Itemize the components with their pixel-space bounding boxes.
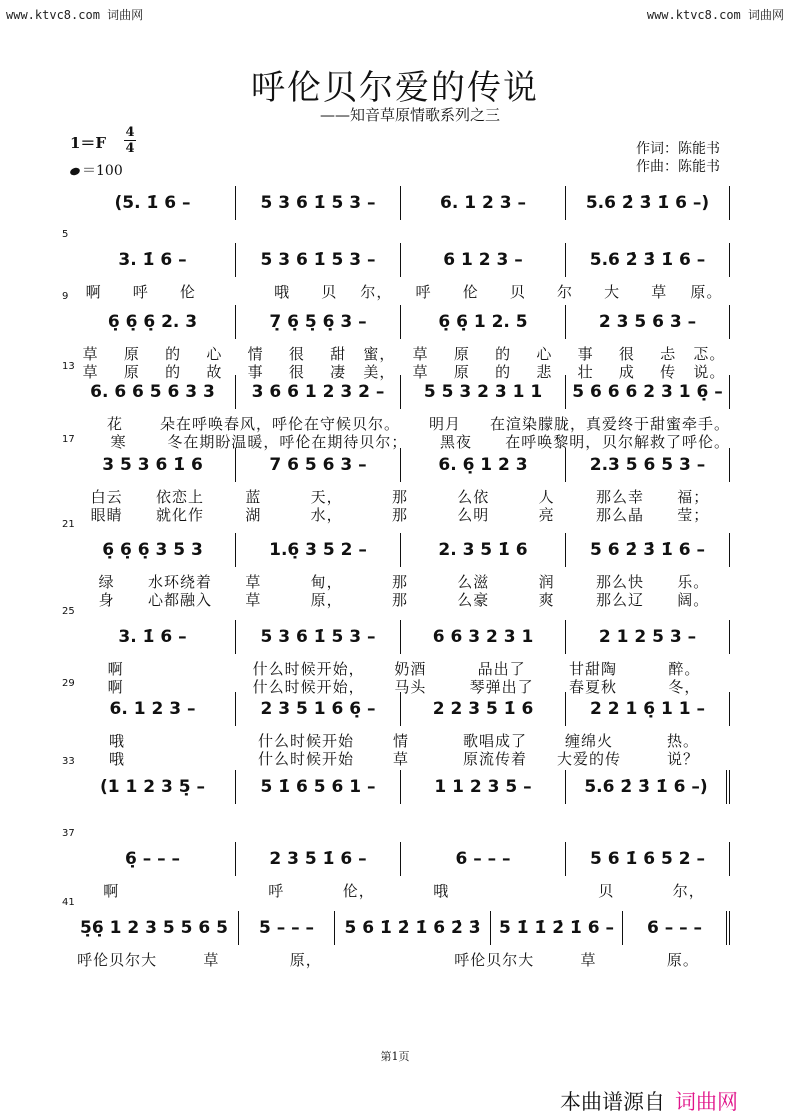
lyric-word: 那么幸 [595, 488, 644, 506]
lyric-word: 那么辽 [595, 591, 644, 609]
lyric-word: 贝 [321, 283, 338, 301]
lyric-word: 草 [651, 283, 668, 301]
lyric-word: 事 [247, 363, 264, 381]
lyric-word: 尔 [556, 283, 573, 301]
lyric-word: 蓝 [245, 488, 262, 506]
staff-system [70, 842, 730, 876]
lyric-word: 眼睛 [90, 506, 123, 524]
lyric-word: 哦 [108, 750, 125, 768]
lyric-word: 很 [288, 363, 305, 381]
measure-number: 33 [62, 756, 75, 767]
lyric-word: 啊 [103, 882, 120, 900]
lyric-word: 亮 [538, 506, 555, 524]
lyric-word: 大 [604, 283, 621, 301]
lyric-word: 歌唱成了 [463, 732, 528, 750]
song-title: 呼伦贝尔爱的传说 [251, 68, 539, 108]
lyric-word: 的 [165, 345, 182, 363]
lyric-word [353, 949, 447, 970]
lyric-word: 原， [289, 951, 322, 969]
lyric-word: 什么时候开始 [258, 750, 355, 768]
lyric-word: 什么时候开始， [252, 678, 365, 696]
measure: 5 – – – [238, 911, 334, 945]
lyric-word: 那 [391, 506, 408, 524]
measure-number: 37 [62, 828, 75, 839]
measure: 5 6 6 6 2 3 1 6̣ – [565, 375, 730, 409]
lyric-word: 草 [82, 363, 99, 381]
measure-number: 17 [62, 434, 75, 445]
lyric-word: 草 [245, 573, 262, 591]
lyric-word: 福； [677, 488, 710, 506]
lyric-word: 的 [495, 363, 512, 381]
lyric-word: 原， [310, 591, 343, 609]
lyric-word: 什么时候开始 [258, 732, 355, 750]
lyric-line [70, 949, 730, 970]
measure: 1.6̣ 3 5 2 – [235, 533, 400, 567]
lyric-word: 美， [363, 363, 396, 381]
staff-system [70, 375, 730, 409]
lyric-word: 春夏秋 [568, 678, 617, 696]
key-signature: 1＝F [70, 134, 107, 152]
lyric-word [483, 880, 566, 901]
measure: 6̣ 6̣ 6̣ 3 5 3 [102, 540, 203, 560]
lyric-word: 甜 [330, 345, 347, 363]
lyric-line [70, 589, 730, 610]
measure: 5 3 6 1̇ 5 3 – [235, 243, 400, 277]
measure: 5 1̇ 1̇ 2̇ 1̇ 6 – [490, 911, 622, 945]
lyric-word: 醉。 [668, 660, 701, 678]
lyric-word: 那 [391, 488, 408, 506]
meter-bottom: 4 [125, 141, 135, 156]
lyric-word: 么滋 [457, 573, 490, 591]
lyric-word: 呼伦在期待贝尔； [279, 433, 408, 451]
lyric-word: 黑夜 [439, 433, 472, 451]
lyric-word: 忐 [660, 345, 677, 363]
measure-number: 9 [62, 291, 69, 302]
lyric-word: 那 [391, 573, 408, 591]
lyric-word: 琴弹出了 [469, 678, 534, 696]
measure: 6 1 2 3 – [400, 243, 565, 277]
measure: 5 5 3 2 3 1 1 [400, 375, 565, 409]
staff-system [70, 692, 730, 726]
lyric-word: 呼 [132, 283, 149, 301]
measure: 5 3 6 1̇ 5 3 – [235, 186, 400, 220]
lyric-word: 明月 [428, 415, 461, 433]
lyric-word: 草 [82, 345, 99, 363]
lyric-word: 天， [310, 488, 343, 506]
measure: 2 2 3 5 1̇ 6 [400, 692, 565, 726]
measure: 2. 3 5 1̇ 6 [400, 533, 565, 567]
lyric-word: 冬， [668, 678, 701, 696]
source-footer [560, 1086, 738, 1116]
lyric-word: 那么快 [595, 573, 644, 591]
lyric-word: 忑。 [693, 345, 726, 363]
measure: 6. 6 6 5 6 3 3 [90, 382, 215, 402]
lyric-word: 传 [660, 363, 677, 381]
lyric-word: 哦 [433, 882, 450, 900]
lyric-word: 甸， [310, 573, 343, 591]
staff-system [70, 186, 730, 220]
measure: 2 2 1 6̣ 1 1 – [565, 692, 730, 726]
lyric-word: 那 [391, 591, 408, 609]
lyric-word: 呼 [415, 283, 432, 301]
lyric-word: 水环绕着 [147, 573, 212, 591]
lyric-word: 原 [123, 345, 140, 363]
lyric-word: 草 [245, 591, 262, 609]
lyric-word: 在呼唤黎明， [505, 433, 602, 451]
lyric-word: 原。 [690, 283, 723, 301]
measure: 2 3 5 1̇ 6 – [235, 842, 400, 876]
measure: 5 6 1̇ 6 5 2 – [565, 842, 730, 876]
measure: 7 6 5 6 3 – [235, 448, 400, 482]
lyric-word: 阔。 [677, 591, 710, 609]
lyric-word: 绿 [98, 573, 115, 591]
measure: 3 5 3 6 1̇ 6 [102, 455, 203, 475]
watermark-left: www.ktvc8.com 词曲网 [6, 8, 144, 22]
lyric-word: 情 [393, 732, 410, 750]
lyric-word [164, 748, 258, 769]
lyric-word: 甘甜陶 [568, 660, 617, 678]
lyric-word: 的 [165, 363, 182, 381]
measure: 5̣6̣ 1 2 3 5 5 6 5 [80, 918, 228, 938]
measure: 6̣ 6̣ 1 2. 5 [400, 305, 565, 339]
measure: 3. 1̇ 6 – [118, 627, 187, 647]
lyric-word: 白云 [90, 488, 123, 506]
meter-top: 4 [125, 125, 135, 140]
staff-system [70, 305, 730, 339]
measure: 6. 1 2 3 – [400, 186, 565, 220]
lyric-word: 心 [536, 345, 553, 363]
composer-credit: 作曲：陈能书 [636, 159, 720, 175]
measure: 6 – – – [622, 911, 730, 945]
lyric-word: 么依 [457, 488, 490, 506]
lyric-word: 成 [618, 363, 635, 381]
measure: 6̣ 6̣ 6̣ 2. 3 [107, 312, 198, 332]
time-signature [124, 126, 136, 155]
lyric-word: 伦 [462, 283, 479, 301]
lyric-word: 贝 [509, 283, 526, 301]
measure-number: 21 [62, 519, 75, 530]
lyric-word: 朵在呼唤春风， [159, 415, 272, 433]
measure-number: 29 [62, 678, 75, 689]
lyric-word: 草 [412, 345, 429, 363]
measure: 2.3 5 6 5 3 – [565, 448, 730, 482]
lyric-word: 原流传着 [463, 750, 528, 768]
lyric-word: 故 [206, 363, 223, 381]
measure: 5 3 6 1̇ 5 3 – [235, 620, 400, 654]
lyric-word: 原 [123, 363, 140, 381]
measure: 1 1 2 3 5 – [400, 770, 565, 804]
measure: 5 6 1̇ 2̇ 1̇ 6 2̇ 3̇ [334, 911, 490, 945]
lyric-word: 寒 [110, 433, 127, 451]
lyric-word: 依恋上 [155, 488, 204, 506]
source-label: 本曲谱源自 [560, 1090, 665, 1114]
lyric-word: 尔， [360, 283, 393, 301]
lyric-word: 说？ [667, 750, 700, 768]
song-subtitle: ——知音草原情歌系列之三 [319, 106, 500, 124]
measure: 5.6 2̇ 3̇ 1̇ 6 – [565, 243, 730, 277]
lyric-word: 真爱终于甜蜜牵手。 [585, 415, 730, 433]
lyric-word: 呼伦贝尔大 [454, 951, 535, 969]
measure-number: 25 [62, 606, 75, 617]
lyric-word: 爽 [538, 591, 555, 609]
staff-system [70, 448, 730, 482]
lyric-word: 马头 [394, 678, 427, 696]
staff-system [70, 911, 730, 945]
lyric-word: 的 [495, 345, 512, 363]
lyric-word: 就化作 [155, 506, 204, 524]
measure-number: 5 [62, 229, 69, 240]
lyric-word: 哦 [108, 732, 125, 750]
measure: 6 6 3 2 3 1 [400, 620, 565, 654]
lyric-word: 啊 [85, 283, 102, 301]
staff-system [70, 770, 730, 804]
lyric-word: 草 [203, 951, 220, 969]
lyric-line [70, 748, 730, 769]
staff-system [70, 533, 730, 567]
measure: (5. 1̇ 6 – [114, 193, 191, 213]
lyric-word: 啊 [107, 678, 124, 696]
lyric-word: 原 [453, 345, 470, 363]
lyric-word: 凄 [330, 363, 347, 381]
lyric-word: 么豪 [457, 591, 490, 609]
measure: 2 3 5 6 3 – [565, 305, 730, 339]
measure: 5 6 2̇ 3̇ 1̇ 6 – [565, 533, 730, 567]
measure: 2 1 2 5 3 – [565, 620, 730, 654]
measure-number: 13 [62, 361, 75, 372]
measure: 3 6 6 1 2 3 2 – [235, 375, 400, 409]
lyric-word: 心都融入 [147, 591, 212, 609]
measure: 2 3 5 1 6 6̣ – [235, 692, 400, 726]
lyric-word: 草 [393, 750, 410, 768]
lyric-word: 伦， [342, 882, 375, 900]
lyricist-credit: 作词：陈能书 [636, 141, 720, 157]
lyric-word: 很 [618, 345, 635, 363]
lyric-word: 草 [580, 951, 597, 969]
lyric-word: 那么晶 [595, 506, 644, 524]
lyric-line [70, 281, 730, 302]
lyric-word: 水， [310, 506, 343, 524]
lyric-line [70, 880, 730, 901]
lyric-word: 缠绵火 [565, 732, 614, 750]
quarter-note-icon [69, 166, 81, 176]
lyric-word [211, 281, 258, 302]
lyric-word: 花 [106, 415, 123, 433]
lyric-word: 大爱的传 [557, 750, 622, 768]
lyric-word: 啊 [107, 660, 124, 678]
lyric-word: 呼伦贝尔大 [77, 951, 158, 969]
lyric-word: 伦 [179, 283, 196, 301]
lyric-word [153, 880, 236, 901]
lyric-word: 说。 [693, 363, 726, 381]
tempo-mark [70, 160, 123, 180]
lyric-word: 润 [538, 573, 555, 591]
lyric-word: 草 [412, 363, 429, 381]
lyric-word: 热。 [667, 732, 700, 750]
watermark-right: www.ktvc8.com 词曲网 [646, 8, 784, 22]
measure: (1 1 2 3 5̣ – [99, 777, 205, 797]
measure: 6̣ – – – [124, 849, 181, 869]
measure: 7̣ 6̣ 5̣ 6̣ 3 – [235, 305, 400, 339]
lyric-word: 乐。 [677, 573, 710, 591]
lyric-word: 原 [453, 363, 470, 381]
lyric-word: 悲 [536, 363, 553, 381]
lyric-word: 莹； [677, 506, 710, 524]
lyric-word: 人 [538, 488, 555, 506]
lyric-word: 壮 [577, 363, 594, 381]
lyric-word: 哦 [274, 283, 291, 301]
lyric-word: 原。 [666, 951, 699, 969]
lyric-word: 品出了 [477, 660, 526, 678]
lyric-word: 身 [98, 591, 115, 609]
measure: 6. 1 2 3 – [109, 699, 196, 719]
lyric-word: 奶酒 [394, 660, 427, 678]
lyric-word: 么明 [457, 506, 490, 524]
measure: 5 1̇ 6 5 6 1 – [235, 770, 400, 804]
lyric-word: 呼伦在守候贝尔。 [271, 415, 400, 433]
lyric-word: 湖 [245, 506, 262, 524]
measure: 5.6 2̇ 3̇ 1̇ 6 –) [565, 770, 730, 804]
lyric-word: 蜜， [363, 345, 396, 363]
lyric-word: 什么时候开始， [252, 660, 365, 678]
lyric-word: 在渲染朦胧， [489, 415, 586, 433]
staff-system [70, 243, 730, 277]
lyric-word: 事 [577, 345, 594, 363]
lyric-word: 呼 [268, 882, 285, 900]
lyric-word: 情 [247, 345, 264, 363]
measure: 6 – – – [400, 842, 565, 876]
lyric-word: 心 [206, 345, 223, 363]
measure-number: 41 [62, 897, 75, 908]
measure: 6. 6̣ 1 2 3 [400, 448, 565, 482]
page-number: 第1页 [380, 1050, 410, 1063]
staff-system [70, 620, 730, 654]
source-brand: 词曲网 [675, 1090, 738, 1114]
measure: 5.6 2̇ 3̇ 1̇ 6 –) [565, 186, 730, 220]
measure: 3. 1̇ 6 – [118, 250, 187, 270]
lyric-line [70, 504, 730, 525]
lyric-word: 贝尔解救了呼伦。 [601, 433, 730, 451]
lyric-word: 贝 [598, 882, 615, 900]
lyric-word: 冬在期盼温暖， [167, 433, 280, 451]
lyric-word: 尔， [672, 882, 705, 900]
tempo-value: ＝100 [82, 163, 123, 179]
lyric-word: 很 [288, 345, 305, 363]
